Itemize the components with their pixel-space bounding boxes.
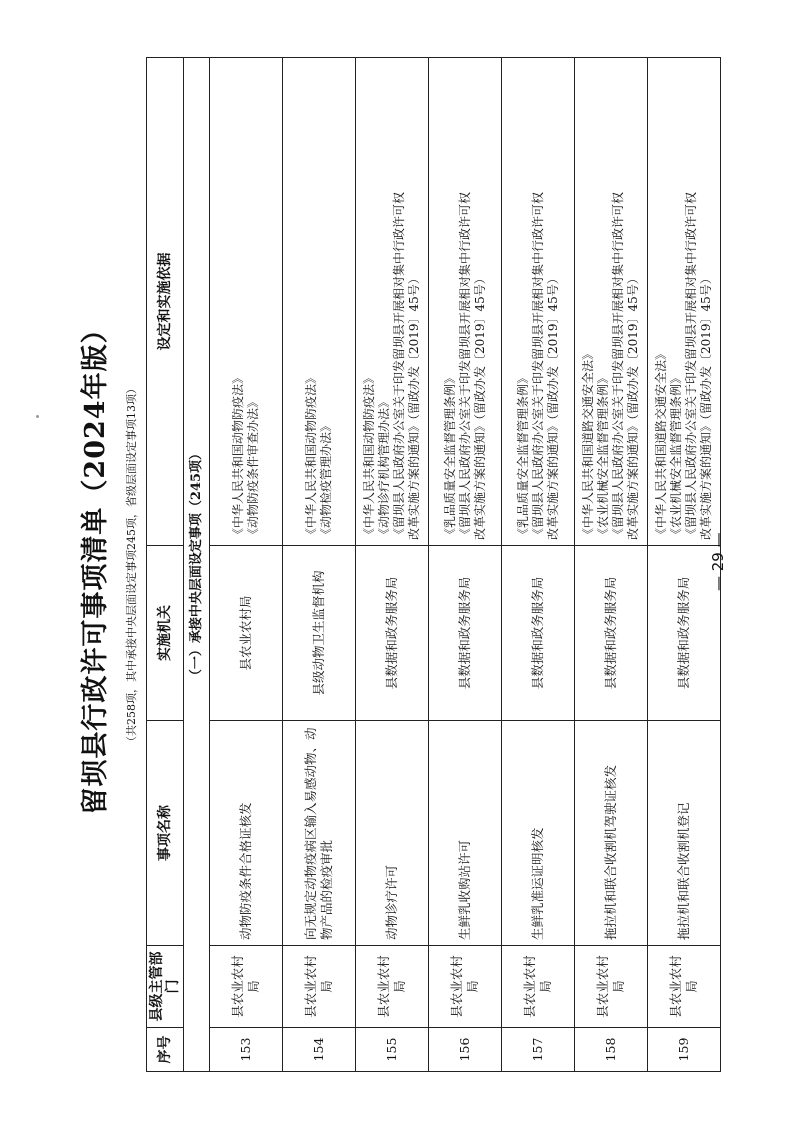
row-item: 拖拉机和联合收割机登记 xyxy=(648,721,721,946)
basis-line: 《留坝县人民政府办公室关于印发留坝县开展相对集中行政许可权 xyxy=(530,191,545,540)
basis-line: 改革实施方案的通知》（留政办发〔2019〕45号） xyxy=(472,272,487,540)
row-department: 县农业农村局 xyxy=(502,946,575,1028)
table-header-row xyxy=(147,58,184,1072)
row-basis xyxy=(429,58,502,546)
row-basis xyxy=(502,58,575,546)
document-subtitle: （共258项，其中承接中央层面设定事项245项，省级层面设定事项13项） xyxy=(125,383,138,747)
basis-line: 改革实施方案的通知》（留政办发〔2019〕45号） xyxy=(699,272,713,540)
row-index: 157 xyxy=(502,1028,575,1072)
document-title: 留坝县行政许可事项清单（2024年版） xyxy=(80,315,111,815)
row-agency: 县数据和政务服务局 xyxy=(648,546,721,721)
row-item: 动物诊疗许可 xyxy=(356,721,429,946)
header-index: 序号 xyxy=(147,1028,184,1072)
row-department: 县农业农村局 xyxy=(648,946,721,1028)
basis-line: 《中华人民共和国道路交通安全法》 xyxy=(581,347,595,540)
section-row xyxy=(184,58,210,1072)
row-department: 县农业农村局 xyxy=(575,946,648,1028)
basis-line: 《留坝县人民政府办公室关于印发留坝县开展相对集中行政许可权 xyxy=(457,191,472,540)
table-row xyxy=(502,58,575,1072)
row-department: 县农业农村局 xyxy=(429,946,502,1028)
table-row xyxy=(210,58,283,1072)
row-index: 156 xyxy=(429,1028,502,1072)
row-basis xyxy=(210,58,283,546)
header-item: 事项名称 xyxy=(147,721,184,946)
row-basis xyxy=(648,58,721,546)
basis-line: 《留坝县人民政府办公室关于印发留坝县开展相对集中行政许可权 xyxy=(392,191,406,540)
header-basis: 设定和实施依据 xyxy=(147,58,184,546)
row-department: 县农业农村局 xyxy=(283,946,356,1028)
page-number: — 29 — xyxy=(709,532,727,591)
row-index: 153 xyxy=(210,1028,283,1072)
row-item: 生鲜乳准运证明核发 xyxy=(502,721,575,946)
basis-line: 《留坝县人民政府办公室关于印发留坝县开展相对集中行政许可权 xyxy=(684,191,698,540)
row-department: 县农业农村局 xyxy=(210,946,283,1028)
basis-line: 《动物防疫条件审查办法》 xyxy=(246,395,260,540)
row-item: 向无规定动物疫病区输入易感动物、动物产品的检疫审批 xyxy=(283,721,356,946)
row-index: 159 xyxy=(648,1028,721,1072)
row-index: 154 xyxy=(283,1028,356,1072)
row-agency: 县数据和政务服务局 xyxy=(429,546,502,721)
rotated-document xyxy=(76,58,721,1072)
row-item: 拖拉机和联合收割机驾驶证核发 xyxy=(575,721,648,946)
row-item: 生鲜乳收购站许可 xyxy=(429,721,502,946)
permit-table xyxy=(146,57,721,1072)
table-row xyxy=(575,58,648,1072)
header-department: 县级主管部门 xyxy=(147,946,184,1028)
basis-line: 改革实施方案的通知》（留政办发〔2019〕45号） xyxy=(407,272,421,540)
table-row xyxy=(429,58,502,1072)
scan-speck xyxy=(36,415,39,418)
basis-line: 《动物检疫管理办法》 xyxy=(319,419,333,540)
basis-line: 《农业机械安全监督管理条例》 xyxy=(669,371,683,540)
row-index: 155 xyxy=(356,1028,429,1072)
table-row xyxy=(283,58,356,1072)
row-basis xyxy=(575,58,648,546)
basis-line: 《中华人民共和国动物防疫法》 xyxy=(304,371,318,540)
basis-line: 《动物诊疗机构管理办法》 xyxy=(377,395,391,540)
basis-line: 《中华人民共和国道路交通安全法》 xyxy=(654,347,668,540)
row-agency: 县数据和政务服务局 xyxy=(575,546,648,721)
basis-line: 改革实施方案的通知》（留政办发〔2019〕45号） xyxy=(545,272,560,540)
row-department: 县农业农村局 xyxy=(356,946,429,1028)
row-agency: 县农业农村局 xyxy=(210,546,283,721)
row-agency: 县数据和政务服务局 xyxy=(502,546,575,721)
header-agency: 实施机关 xyxy=(147,546,184,721)
row-index: 158 xyxy=(575,1028,648,1072)
basis-line: 改革实施方案的通知》（留政办发〔2019〕45号） xyxy=(626,272,640,540)
basis-line: 《留坝县人民政府办公室关于印发留坝县开展相对集中行政许可权 xyxy=(611,191,625,540)
section-label: （一）承接中央层面设定事项（245项） xyxy=(184,58,210,1072)
basis-line: 《乳品质量安全监督管理条例》 xyxy=(515,371,530,540)
basis-line: 《中华人民共和国动物防疫法》 xyxy=(362,371,376,540)
row-basis xyxy=(356,58,429,546)
basis-line: 《农业机械安全监督管理条例》 xyxy=(596,371,610,540)
table-row xyxy=(356,58,429,1072)
table-body xyxy=(210,58,721,1072)
row-item: 动物防疫条件合格证核发 xyxy=(210,721,283,946)
row-agency: 县数据和政务服务局 xyxy=(356,546,429,721)
row-basis xyxy=(283,58,356,546)
basis-line: 《中华人民共和国动物防疫法》 xyxy=(231,371,245,540)
row-agency: 县级动物卫生监督机构 xyxy=(283,546,356,721)
basis-line: 《乳品质量安全监督管理条例》 xyxy=(442,371,457,540)
